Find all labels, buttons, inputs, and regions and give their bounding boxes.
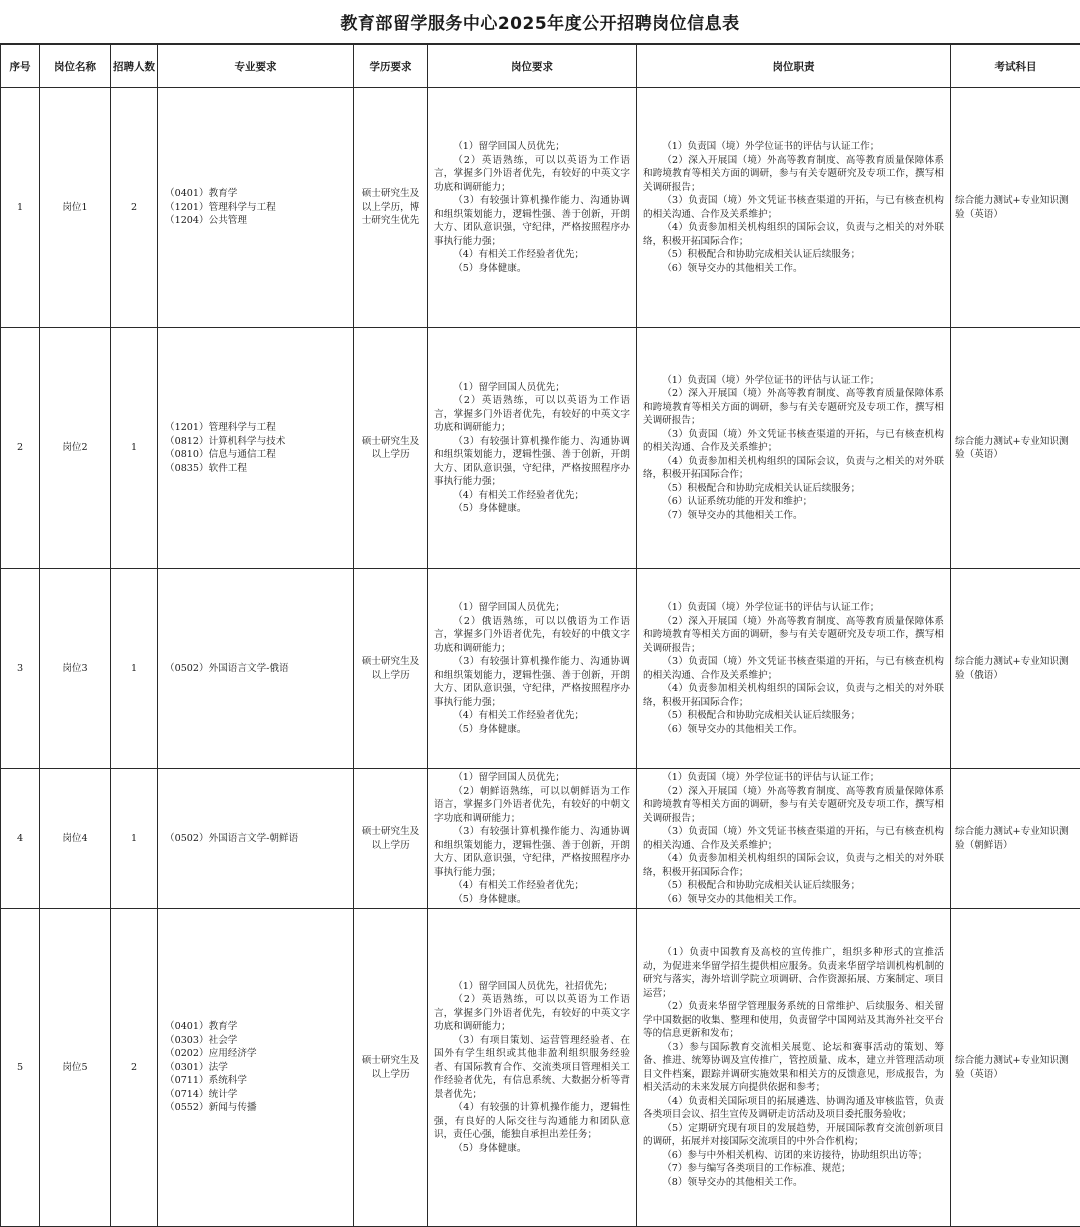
cell-duties-line: （1）负责国（境）外学位证书的评估与认证工作； [643, 140, 944, 154]
cell-no: 3 [1, 569, 40, 769]
cell-exam: 综合能力测试+专业知识测验（朝鲜语） [951, 769, 1080, 909]
cell-majors-line: （0812）计算机科学与技术 [164, 435, 347, 449]
cell-duties-line: （1）负责中国教育及高校的宣传推广，组织多种形式的宣推活动，为促进来华留学招生提供相应服务。负责来华留学培训机构机制的研究与落实，海外培训学院立项调研、合作资源拓展、方案制定、项目运营； [643, 946, 944, 1000]
cell-duties [637, 569, 951, 769]
cell-requirements-line: （1）留学回国人员优先； [434, 140, 630, 154]
cell-position-name: 岗位1 [40, 88, 111, 328]
cell-majors [158, 88, 354, 328]
table-row [1, 769, 1080, 909]
cell-requirements-line: （3）有较强计算机操作能力、沟通协调和组织策划能力，逻辑性强、善于创新，开朗大方、团队意识强，守纪律，严格按照程序办事执行能力强； [434, 655, 630, 709]
cell-requirements-line: （2）朝鲜语熟练，可以以朝鲜语为工作语言，掌握多门外语者优先，有较好的中朝文字功底和调研能力； [434, 785, 630, 826]
cell-position-name: 岗位2 [40, 328, 111, 569]
cell-requirements [428, 909, 637, 1227]
cell-majors-line: （0714）统计学 [164, 1088, 347, 1102]
cell-duties-line: （3）负责国（境）外文凭证书核查渠道的开拓，与已有核查机构的相关沟通、合作及关系维护； [643, 825, 944, 852]
cell-education: 硕士研究生及以上学历 [354, 909, 428, 1227]
cell-requirements-line: （5）身体健康。 [434, 502, 630, 516]
cell-duties-line: （6）参与中外相关机构、访团的来访接待，协助组织出访等； [643, 1149, 944, 1163]
header-name: 岗位名称 [40, 45, 111, 88]
cell-duties-line: （1）负责国（境）外学位证书的评估与认证工作； [643, 374, 944, 388]
cell-majors-line: （0810）信息与通信工程 [164, 448, 347, 462]
table-row [1, 909, 1080, 1227]
cell-duties-line: （3）负责国（境）外文凭证书核查渠道的开拓，与已有核查机构的相关沟通、合作及关系维护； [643, 194, 944, 221]
table-row [1, 328, 1080, 569]
cell-count: 2 [111, 909, 158, 1227]
cell-majors-line: （0303）社会学 [164, 1034, 347, 1048]
cell-requirements-line: （2）俄语熟练，可以以俄语为工作语言，掌握多门外语者优先，有较好的中俄文字功底和调研能力； [434, 615, 630, 656]
cell-duties-line: （2）深入开展国（境）外高等教育制度、高等教育质量保障体系和跨境教育等相关方面的调研，参与有关专题研究及专项工作，撰写相关调研报告； [643, 154, 944, 195]
cell-majors-line: （0301）法学 [164, 1061, 347, 1075]
positions-table [0, 44, 1080, 1227]
cell-majors-line: （0552）新闻与传播 [164, 1101, 347, 1115]
cell-requirements-line: （3）有项目策划、运营管理经验者、在国外有学生组织或其他非盈利组织服务经验者、有国际教育合作、交流类项目管理相关工作经验者优先，有信息系统、大数据分析等背景者优先； [434, 1034, 630, 1102]
cell-duties-line: （2）深入开展国（境）外高等教育制度、高等教育质量保障体系和跨境教育等相关方面的调研，参与有关专题研究及专项工作，撰写相关调研报告； [643, 615, 944, 656]
table-row [1, 88, 1080, 328]
cell-requirements-line: （4）有较强的计算机操作能力，逻辑性强，有良好的人际交往与沟通能力和团队意识，责任心强，能独自承担出差任务； [434, 1101, 630, 1142]
cell-duties-line: （4）负责参加相关机构组织的国际会议，负责与之相关的对外联络，积极开拓国际合作； [643, 455, 944, 482]
cell-majors [158, 328, 354, 569]
cell-exam: 综合能力测试+专业知识测验（英语） [951, 328, 1080, 569]
cell-requirements-line: （3）有较强计算机操作能力、沟通协调和组织策划能力，逻辑性强、善于创新，开朗大方、团队意识强，守纪律，严格按照程序办事执行能力强； [434, 194, 630, 248]
header-duty: 岗位职责 [637, 45, 951, 88]
cell-majors [158, 769, 354, 909]
cell-duties-line: （7）领导交办的其他相关工作。 [643, 509, 944, 523]
cell-majors-line: （0401）教育学 [164, 187, 347, 201]
cell-majors-line: （1204）公共管理 [164, 214, 347, 228]
cell-duties-line: （3）参与国际教育交流相关展览、论坛和赛事活动的策划、筹备、推进、统筹协调及宣传推广，管控质量、成本，建立并管理活动项目文件档案，跟踪并调研实施效果和相关方的反馈意见，形成报告，为相关活动的未来发展方向提供依据和参考； [643, 1041, 944, 1095]
table-title: 教育部留学服务中心2025年度公开招聘岗位信息表 [0, 0, 1080, 44]
cell-exam: 综合能力测试+专业知识测验（英语） [951, 88, 1080, 328]
cell-requirements [428, 88, 637, 328]
cell-duties-line: （6）领导交办的其他相关工作。 [643, 262, 944, 276]
cell-requirements [428, 569, 637, 769]
cell-majors-line: （1201）管理科学与工程 [164, 421, 347, 435]
cell-position-name: 岗位3 [40, 569, 111, 769]
cell-requirements-line: （2）英语熟练，可以以英语为工作语言，掌握多门外语者优先，有较好的中英文字功底和调研能力； [434, 993, 630, 1034]
cell-duties-line: （2）深入开展国（境）外高等教育制度、高等教育质量保障体系和跨境教育等相关方面的调研，参与有关专题研究及专项工作，撰写相关调研报告； [643, 785, 944, 826]
cell-duties-line: （5）积极配合和协助完成相关认证后续服务； [643, 482, 944, 496]
cell-count: 1 [111, 328, 158, 569]
cell-majors-line: （0711）系统科学 [164, 1074, 347, 1088]
cell-duties [637, 88, 951, 328]
cell-duties-line: （8）领导交办的其他相关工作。 [643, 1176, 944, 1190]
cell-education: 硕士研究生及以上学历 [354, 769, 428, 909]
cell-requirements-line: （3）有较强计算机操作能力、沟通协调和组织策划能力，逻辑性强、善于创新，开朗大方、团队意识强，守纪律，严格按照程序办事执行能力强； [434, 825, 630, 879]
cell-duties-line: （6）领导交办的其他相关工作。 [643, 893, 944, 907]
cell-count: 1 [111, 569, 158, 769]
cell-majors-line: （0202）应用经济学 [164, 1047, 347, 1061]
cell-requirements-line: （2）英语熟练，可以以英语为工作语言，掌握多门外语者优先，有较好的中英文字功底和调研能力； [434, 394, 630, 435]
cell-education: 硕士研究生及以上学历，博士研究生优先 [354, 88, 428, 328]
cell-education: 硕士研究生及以上学历 [354, 328, 428, 569]
cell-requirements-line: （4）有相关工作经验者优先； [434, 879, 630, 893]
cell-count: 2 [111, 88, 158, 328]
cell-position-name: 岗位4 [40, 769, 111, 909]
cell-exam: 综合能力测试+专业知识测验（俄语） [951, 569, 1080, 769]
cell-requirements-line: （1）留学回国人员优先，社招优先； [434, 980, 630, 994]
header-count: 招聘人数 [111, 45, 158, 88]
cell-majors-line: （0502）外国语言文学-朝鲜语 [164, 832, 347, 846]
cell-duties [637, 769, 951, 909]
cell-duties-line: （4）负责相关国际项目的拓展遴选、协调沟通及审核监管，负责各类项目会议、招生宣传及调研走访活动及项目委托服务验收； [643, 1095, 944, 1122]
cell-majors-line: （0835）软件工程 [164, 462, 347, 476]
cell-duties [637, 328, 951, 569]
cell-requirements-line: （2）英语熟练，可以以英语为工作语言，掌握多门外语者优先，有较好的中英文字功底和调研能力； [434, 154, 630, 195]
cell-duties-line: （6）认证系统功能的开发和维护； [643, 495, 944, 509]
cell-requirements-line: （3）有较强计算机操作能力、沟通协调和组织策划能力，逻辑性强、善于创新，开朗大方、团队意识强，守纪律，严格按照程序办事执行能力强； [434, 435, 630, 489]
cell-no: 2 [1, 328, 40, 569]
cell-duties-line: （5）积极配合和协助完成相关认证后续服务； [643, 709, 944, 723]
cell-duties-line: （1）负责国（境）外学位证书的评估与认证工作； [643, 771, 944, 785]
cell-requirements-line: （5）身体健康。 [434, 723, 630, 737]
cell-requirements-line: （5）身体健康。 [434, 893, 630, 907]
cell-education: 硕士研究生及以上学历 [354, 569, 428, 769]
cell-requirements [428, 328, 637, 569]
cell-majors-line: （0401）教育学 [164, 1020, 347, 1034]
cell-duties-line: （4）负责参加相关机构组织的国际会议，负责与之相关的对外联络，积极开拓国际合作； [643, 852, 944, 879]
cell-requirements-line: （4）有相关工作经验者优先； [434, 248, 630, 262]
cell-duties-line: （3）负责国（境）外文凭证书核查渠道的开拓，与已有核查机构的相关沟通、合作及关系维护； [643, 428, 944, 455]
cell-majors-line: （0502）外国语言文学-俄语 [164, 662, 347, 676]
cell-requirements [428, 769, 637, 909]
header-edu: 学历要求 [354, 45, 428, 88]
cell-duties-line: （4）负责参加相关机构组织的国际会议，负责与之相关的对外联络，积极开拓国际合作； [643, 221, 944, 248]
header-req: 岗位要求 [428, 45, 637, 88]
cell-duties-line: （6）领导交办的其他相关工作。 [643, 723, 944, 737]
cell-position-name: 岗位5 [40, 909, 111, 1227]
cell-duties-line: （5）积极配合和协助完成相关认证后续服务； [643, 248, 944, 262]
cell-majors [158, 909, 354, 1227]
cell-count: 1 [111, 769, 158, 909]
cell-requirements-line: （1）留学回国人员优先； [434, 771, 630, 785]
header-majors: 专业要求 [158, 45, 354, 88]
cell-duties [637, 909, 951, 1227]
cell-duties-line: （7）参与编写各类项目的工作标准、规范； [643, 1162, 944, 1176]
cell-requirements-line: （5）身体健康。 [434, 1142, 630, 1156]
cell-duties-line: （5）积极配合和协助完成相关认证后续服务； [643, 879, 944, 893]
cell-requirements-line: （1）留学回国人员优先； [434, 601, 630, 615]
cell-no: 5 [1, 909, 40, 1227]
cell-requirements-line: （4）有相关工作经验者优先； [434, 489, 630, 503]
cell-requirements-line: （5）身体健康。 [434, 262, 630, 276]
cell-duties-line: （3）负责国（境）外文凭证书核查渠道的开拓，与已有核查机构的相关沟通、合作及关系维护； [643, 655, 944, 682]
cell-majors [158, 569, 354, 769]
cell-requirements-line: （1）留学回国人员优先； [434, 381, 630, 395]
cell-no: 1 [1, 88, 40, 328]
cell-no: 4 [1, 769, 40, 909]
cell-requirements-line: （4）有相关工作经验者优先； [434, 709, 630, 723]
cell-duties-line: （1）负责国（境）外学位证书的评估与认证工作； [643, 601, 944, 615]
header-exam: 考试科目 [951, 45, 1080, 88]
header-row [1, 45, 1080, 88]
cell-duties-line: （5）定期研究现有项目的发展趋势，开展国际教育交流创新项目的调研，拓展并对接国际交流项目的中外合作机构； [643, 1122, 944, 1149]
cell-exam: 综合能力测试+专业知识测验（英语） [951, 909, 1080, 1227]
cell-duties-line: （4）负责参加相关机构组织的国际会议，负责与之相关的对外联络，积极开拓国际合作； [643, 682, 944, 709]
table-row [1, 569, 1080, 769]
cell-duties-line: （2）深入开展国（境）外高等教育制度、高等教育质量保障体系和跨境教育等相关方面的调研，参与有关专题研究及专项工作，撰写相关调研报告； [643, 387, 944, 428]
cell-majors-line: （1201）管理科学与工程 [164, 201, 347, 215]
cell-duties-line: （2）负责来华留学管理服务系统的日常维护、后续服务、相关留学中国数据的收集、整理和使用，负责留学中国网站及其海外社交平台等的信息更新和发布； [643, 1000, 944, 1041]
header-no: 序号 [1, 45, 40, 88]
